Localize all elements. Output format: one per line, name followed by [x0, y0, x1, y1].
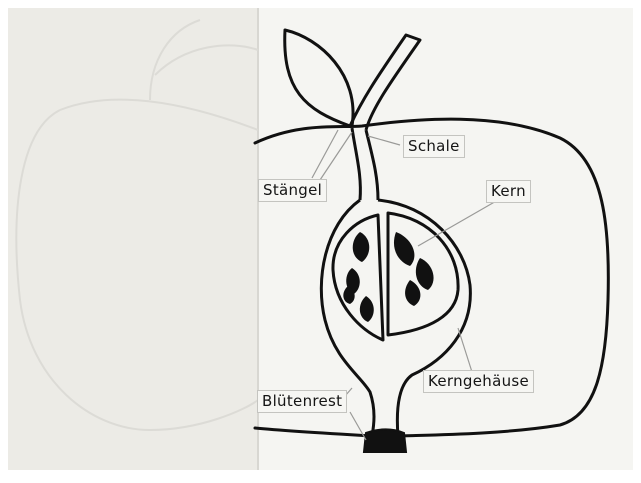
label-bluetenrest: Blütenrest — [257, 390, 347, 413]
left-page — [8, 8, 260, 470]
label-kerngehaeuse: Kerngehäuse — [423, 370, 534, 393]
label-staengel: Stängel — [258, 179, 327, 202]
label-kern: Kern — [486, 180, 531, 203]
blossom-remnant — [364, 429, 406, 452]
label-schale: Schale — [403, 135, 465, 158]
